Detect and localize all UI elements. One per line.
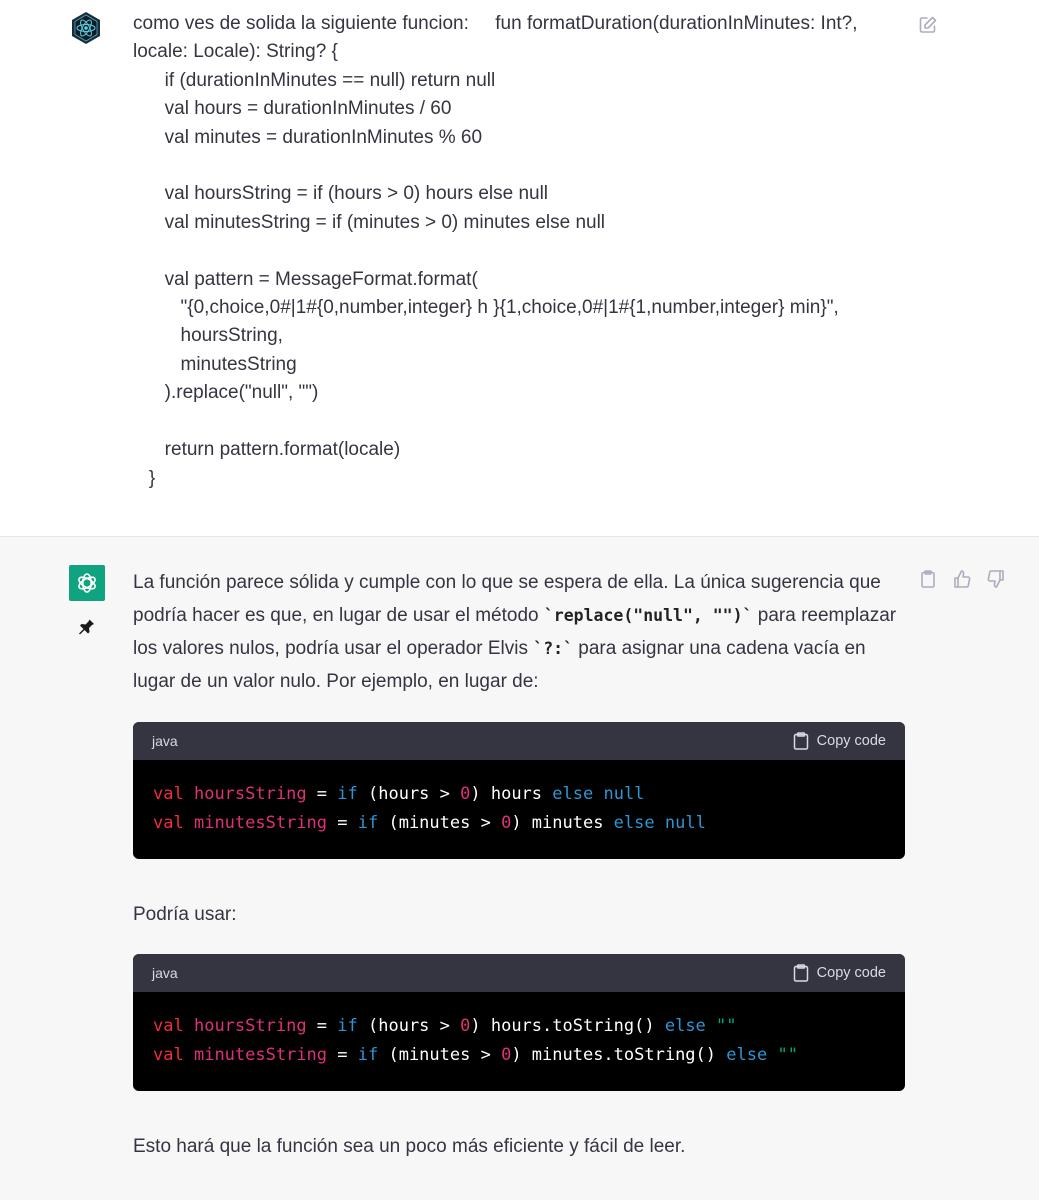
- code-token: "": [716, 1016, 737, 1036]
- code-token: =: [327, 1044, 358, 1065]
- code-token: else: [726, 1044, 768, 1065]
- user-message-line: como ves de solida la siguiente funcion: fun formatDuration(durationInMinutes: Int?,: [133, 13, 858, 34]
- code-line: [153, 1041, 885, 1070]
- user-message-line: "{0,choice,0#|1#{0,number,integer} h }{1,choice,0#|1#{1,number,integer} min}",: [133, 297, 839, 319]
- user-avatar: [70, 11, 102, 45]
- copy-code-label: Copy code: [816, 965, 886, 981]
- assistant-paragraph-1: [133, 566, 903, 698]
- code-token: (hours >: [357, 784, 461, 804]
- user-message-line: locale: Locale): String? {: [133, 41, 338, 63]
- inline-code: `?:`: [533, 639, 574, 658]
- user-message-line: [133, 152, 893, 180]
- code-token: 0: [501, 1044, 512, 1065]
- code-token: val: [153, 1044, 184, 1065]
- code-block-1: [133, 722, 905, 859]
- code-token: ) hours.toString(): [470, 1016, 665, 1036]
- user-message-line: return pattern.format(locale): [133, 439, 401, 461]
- code-token: if: [357, 1044, 379, 1065]
- user-message-block: [0, 0, 1039, 537]
- code-token: 0: [501, 812, 512, 833]
- code-token: (minutes >: [378, 1044, 502, 1065]
- copy-code-button[interactable]: [793, 964, 886, 982]
- code-token: else: [613, 812, 655, 833]
- user-message-line: minutesString: [133, 353, 297, 375]
- assistant-paragraph-3: Esto hará que la función sea un poco más eficiente y fácil de leer.: [133, 1136, 686, 1157]
- user-message-line: val hoursString = if (hours > 0) hours else null: [133, 183, 549, 205]
- code-token: [184, 1016, 194, 1036]
- code-token: [767, 1045, 777, 1065]
- code-token: hoursString: [193, 784, 307, 804]
- code-body: [133, 760, 905, 859]
- code-token: minutesString: [193, 812, 328, 833]
- paragraph-text: para reemplazar los valores nulos, podría usar el operador Elvis: [133, 605, 897, 659]
- user-message-line: val minutesString = if (minutes > 0) minutes else null: [133, 211, 606, 233]
- pin-icon[interactable]: [76, 616, 96, 636]
- code-token: val: [153, 1016, 184, 1036]
- code-token: "": [777, 1044, 798, 1065]
- code-block-header: [133, 722, 905, 760]
- code-language-label: java: [152, 965, 178, 981]
- code-token: minutesString: [193, 1044, 328, 1065]
- paragraph-text: para asignar una cadena vacía en lugar de un valor nulo. Por ejemplo, en lugar de:: [133, 638, 866, 692]
- code-token: null: [603, 784, 645, 804]
- code-token: 0: [460, 784, 471, 804]
- code-token: val: [153, 812, 184, 833]
- user-message-line: }: [133, 467, 156, 489]
- assistant-paragraph-2: Podría usar:: [133, 904, 237, 925]
- code-token: hoursString: [193, 1016, 307, 1036]
- message-actions: [918, 569, 1006, 589]
- copy-code-label: Copy code: [816, 733, 886, 749]
- code-token: [655, 813, 665, 833]
- code-token: ) minutes.toString(): [511, 1044, 727, 1065]
- code-token: [184, 813, 194, 833]
- code-block-header: [133, 954, 905, 992]
- code-token: =: [327, 812, 358, 833]
- code-line: [153, 780, 885, 809]
- code-token: =: [306, 1016, 338, 1036]
- code-token: (minutes >: [378, 812, 502, 833]
- code-token: [593, 784, 603, 804]
- user-message-line: [133, 237, 893, 265]
- code-token: ) minutes: [511, 812, 614, 833]
- openai-logo-icon: [74, 570, 100, 596]
- assistant-avatar: [69, 565, 105, 601]
- code-token: [184, 1045, 194, 1065]
- code-token: =: [306, 784, 338, 804]
- code-token: null: [664, 812, 706, 833]
- user-message-text: [133, 10, 893, 493]
- code-language-label: java: [152, 733, 178, 749]
- clipboard-icon: [793, 964, 809, 982]
- code-body: [133, 992, 905, 1091]
- code-token: if: [337, 1016, 358, 1036]
- clipboard-icon[interactable]: [918, 569, 938, 589]
- thumbs-up-icon[interactable]: [952, 569, 972, 589]
- user-message-line: ).replace("null", ""): [133, 382, 319, 404]
- code-token: 0: [460, 1016, 471, 1036]
- user-message-line: hoursString,: [133, 325, 283, 347]
- code-token: [706, 1016, 716, 1036]
- code-token: ) hours: [470, 784, 553, 804]
- user-message-line: val minutes = durationInMinutes % 60: [133, 126, 483, 148]
- code-token: if: [357, 812, 379, 833]
- code-line: [153, 809, 885, 838]
- user-message-line: [133, 408, 893, 436]
- code-block-2: [133, 954, 905, 1091]
- code-token: (hours >: [357, 1016, 461, 1036]
- code-token: else: [664, 1016, 706, 1036]
- edit-icon[interactable]: [918, 15, 938, 35]
- thumbs-down-icon[interactable]: [986, 569, 1006, 589]
- code-token: else: [552, 784, 594, 804]
- copy-code-button[interactable]: [793, 732, 886, 750]
- user-message-line: val pattern = MessageFormat.format(: [133, 268, 478, 290]
- code-token: val: [153, 784, 184, 804]
- user-message-line: if (durationInMinutes == null) return null: [133, 69, 496, 91]
- user-message-line: val hours = durationInMinutes / 60: [133, 98, 452, 120]
- inline-code: `replace("null", "")`: [543, 606, 753, 625]
- code-token: [184, 784, 194, 804]
- clipboard-icon: [793, 732, 809, 750]
- code-token: if: [337, 784, 358, 804]
- paragraph-text: La función parece sólida y cumple con lo que se espera de ella. La única sugerencia que podría hacer es que, en lugar de usar el método: [133, 572, 881, 626]
- code-line: [153, 1012, 885, 1041]
